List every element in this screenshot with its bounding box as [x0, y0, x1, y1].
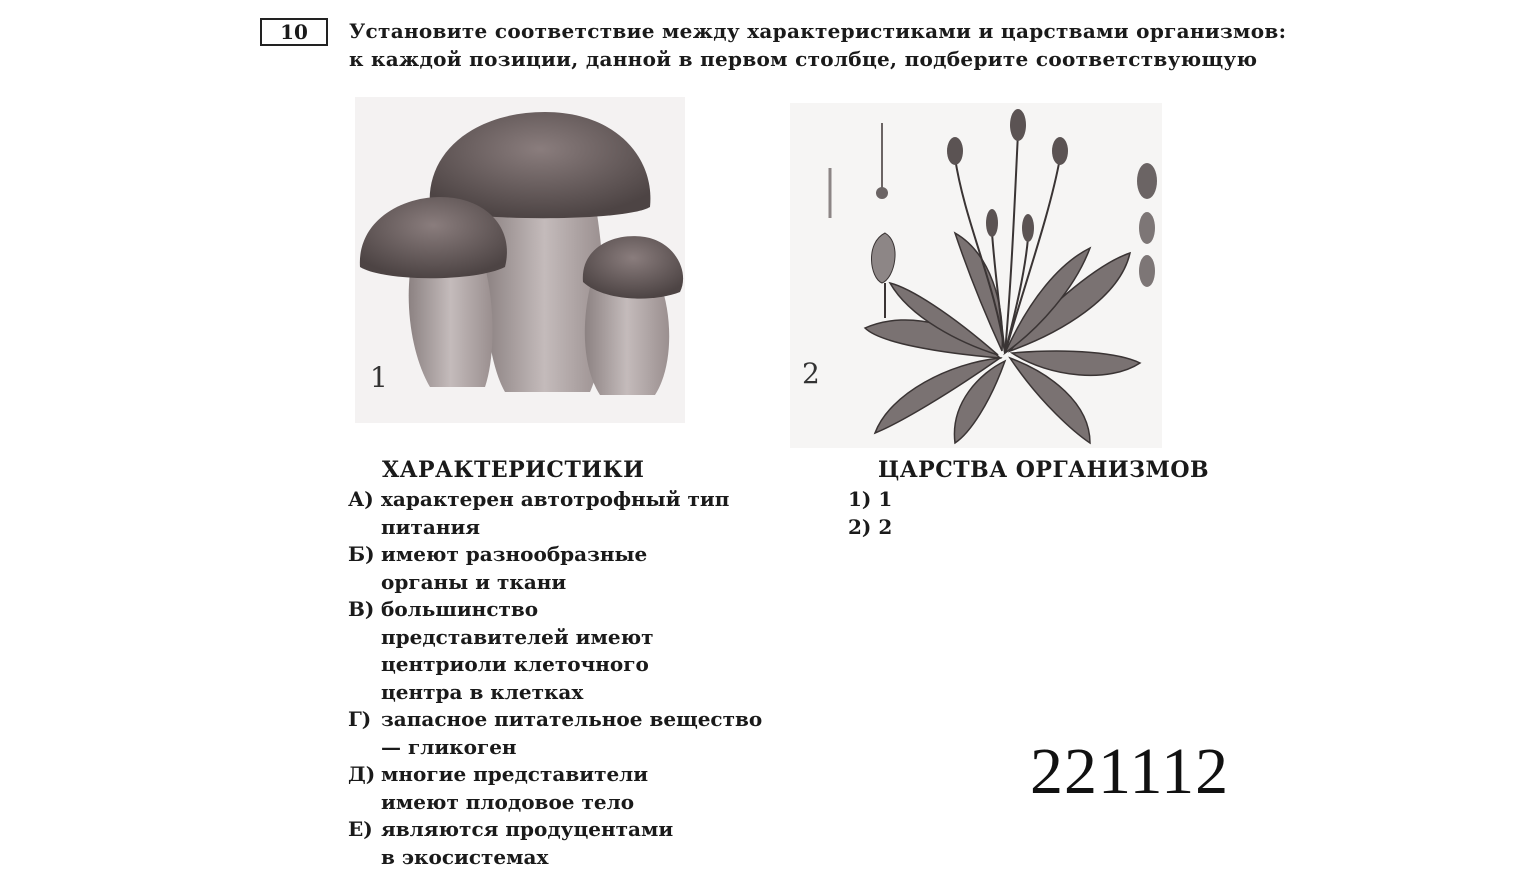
list-item: [348, 706, 788, 761]
item-text: многие представители имеют плодовое тело: [381, 762, 649, 814]
characteristics-heading: ХАРАКТЕРИСТИКИ: [382, 457, 645, 483]
item-letter: Д): [348, 762, 376, 786]
question-text: [349, 17, 1287, 73]
item-text: имеют разнообразные органы и ткани: [381, 542, 648, 594]
list-item: [348, 761, 788, 816]
item-letter: В): [348, 597, 375, 621]
mushroom-illustration: [355, 97, 685, 423]
list-item: [348, 816, 788, 871]
plantain-illustration: [790, 103, 1162, 448]
item-text: запасное питательное вещество — гликоген: [381, 707, 763, 759]
list-item: [348, 541, 788, 596]
question-line-1: Установите соответствие между характеристиками и царствами организмов:: [349, 19, 1287, 43]
characteristics-list: [348, 486, 788, 871]
question-line-2: к каждой позиции, данной в первом столбце, подберите соответствующую: [349, 47, 1258, 71]
handwritten-answer: 221112: [1030, 735, 1230, 808]
list-item: [348, 596, 788, 706]
list-item: [348, 486, 788, 541]
list-item: 1) 1: [848, 487, 893, 511]
item-text: большинство представителей имеют центриоли клеточного центра в клетках: [381, 597, 654, 704]
mushroom-drawing: [355, 97, 685, 423]
kingdoms-list: [848, 486, 892, 541]
question-number: 10: [260, 18, 328, 46]
figure-2-label: 2: [802, 357, 820, 390]
item-letter: Е): [348, 817, 373, 841]
item-text: характерен автотрофный тип питания: [381, 487, 730, 539]
kingdoms-heading: ЦАРСТВА ОРГАНИЗМОВ: [878, 457, 1210, 483]
item-letter: Б): [348, 542, 375, 566]
plantain-drawing: [790, 103, 1162, 448]
item-letter: Г): [348, 707, 372, 731]
list-item: 2) 2: [848, 514, 893, 539]
figure-1-label: 1: [370, 361, 388, 394]
item-letter: А): [348, 487, 374, 511]
item-text: являются продуцентами в экосистемах: [381, 817, 674, 869]
